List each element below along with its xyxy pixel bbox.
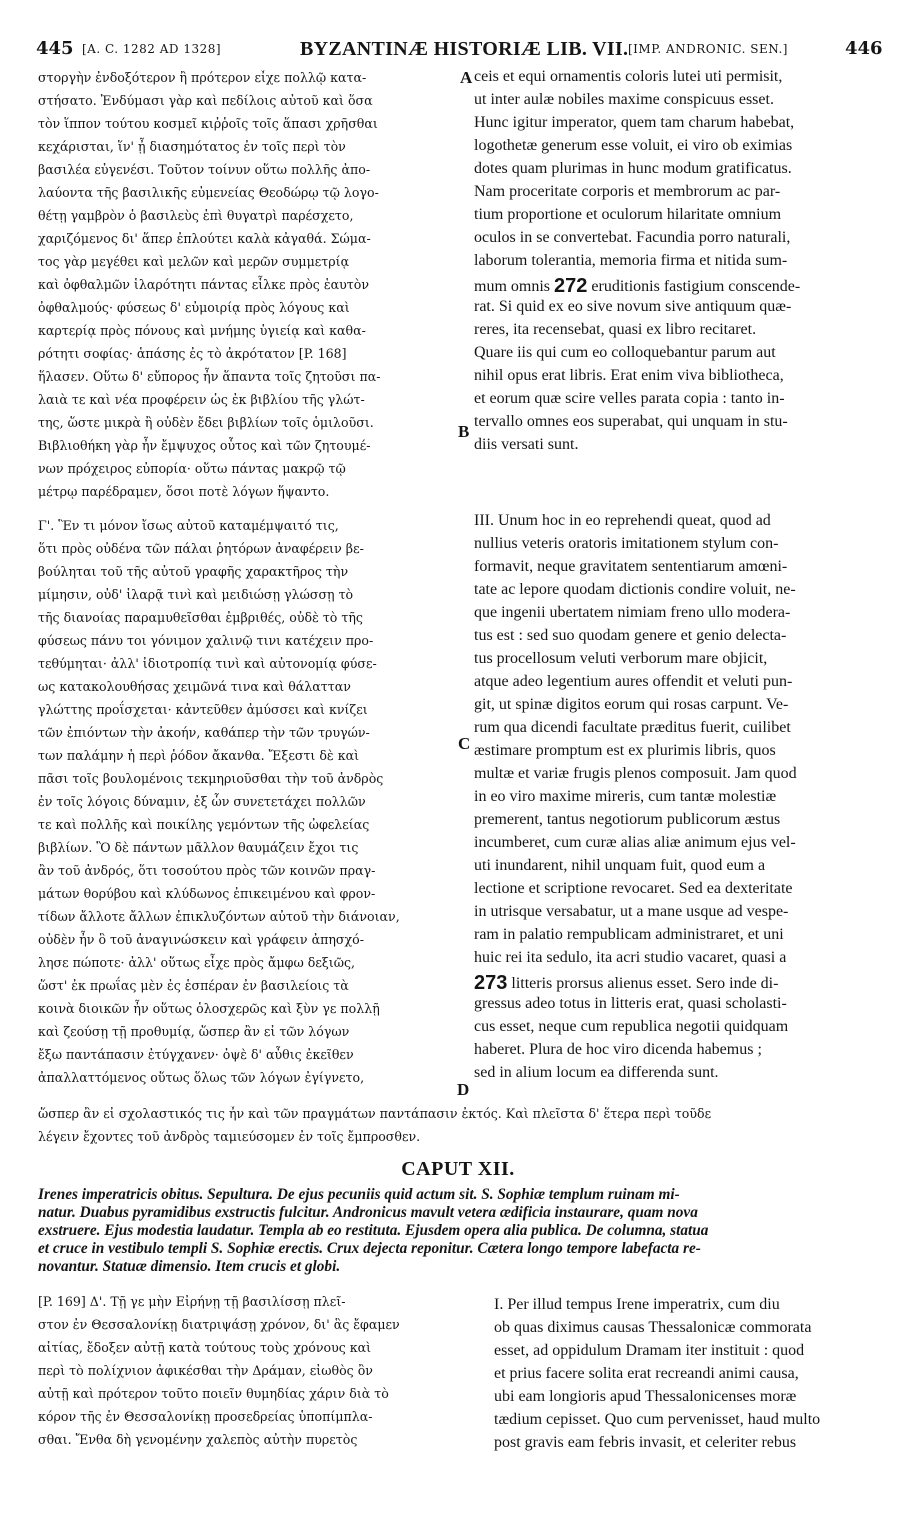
- margin-marker-c: C: [458, 734, 471, 753]
- greek-line: κόρον τῆς ἐν Θεσσαλονίκῃ προσεδρείας ὑποπίμπλα-: [38, 1409, 373, 1424]
- greek-column-bottom: [38, 1294, 458, 1464]
- greek-line: ἂν τοῦ ἀνδρός, ὅτι τοσούτου πρὸς τῶν κοινῶν πραγ-: [38, 863, 376, 878]
- greek-line: φύσεως πάνυ τοι γόνιμον χαλινῷ τινι κατέχειν προ-: [38, 633, 374, 648]
- greek-line: ὥσπερ ἂν εἰ σχολαστικός τις ἦν καὶ τῶν πραγμάτων παντάπασιν ἐκτός. Καὶ πλεῖστα δ' ἕτερα περὶ τοῦδε: [38, 1106, 712, 1121]
- margin-marker-d: D: [457, 1080, 470, 1099]
- greek-line: μέτρῳ παρέδραμεν, ὅσοι ποτὲ λόγων ἥψαντο.: [38, 484, 330, 499]
- latin-line: haberet. Plura de hoc viro dicenda habemus ;: [474, 1041, 762, 1058]
- chapter-heading: CAPUT XII.: [401, 1158, 515, 1180]
- latin-line: et eorum quæ scire velles parata copia : tanto in-: [474, 390, 785, 407]
- greek-line: θέτῃ γαμβρὸν ὁ βασιλεὺς ἐπὶ θυγατρὶ παρέσχετο,: [38, 208, 354, 223]
- greek-line: καὶ ζεούσῃ τῇ προθυμίᾳ, ὥσπερ ἂν εἰ τῶν λόγων: [38, 1024, 350, 1039]
- greek-line: στον ἐν Θεσσαλονίκῃ διατριψάσῃ χρόνον, δι' ἃς ἔφαμεν: [38, 1317, 400, 1332]
- greek-column-top: [38, 70, 458, 515]
- greek-line: σθαι. Ἔνθα δὴ γενομένην χαλεπὸς αὐτὴν πυρετὸς: [38, 1432, 358, 1447]
- latin-line: cus esset, neque cum republica negotii quidquam: [474, 1018, 789, 1035]
- greek-line: τῆς διανοίας παραμυθεῖσθαι ἐμβριθές, οὐδὲ τὸ τῆς: [38, 610, 363, 625]
- latin-line: git, ut spinæ digitos eorum qui rosas carpunt. Ve-: [474, 696, 789, 713]
- latin-line: incumberet, cum curæ alias aliæ animum ejus vel-: [474, 834, 796, 851]
- latin-line: oculos in se convertebat. Facundia porro naturali,: [474, 229, 791, 246]
- latin-line: rat. Si quid ex eo sive novum sive antiquum quæ-: [474, 298, 792, 315]
- latin-line: tate ac lepore quodam dictionis condire voluit, ne-: [474, 581, 796, 598]
- latin-line: huic rei ita sedulo, ita acri studio vacaret, quasi a: [474, 949, 787, 966]
- latin-line: nullius veteris oratoris imitationem stylum con-: [474, 535, 779, 552]
- latin-line: dotes quam plurimas in hunc modum gratificatus.: [474, 160, 792, 177]
- greek-line: αὐτῇ καὶ πρότερον τοῦτο ποιεῖν θυμηδίας χάριν διὰ τὸ: [38, 1386, 389, 1401]
- chapter-summary-line: Irenes imperatricis obitus. Sepultura. De ejus pecuniis quid actum sit. S. Sophiæ templum ruinam mi-: [38, 1186, 680, 1203]
- greek-line: μάτων θορύβου καὶ κλύδωνος ἐπικειμένου καὶ φρον-: [38, 886, 376, 901]
- greek-line: ἥλασεν. Οὕτω δ' εὔπορος ἦν ἅπαντα τοῖς ζητοῦσι πα-: [38, 369, 381, 384]
- greek-line: τίδων ἄλλοτε ἄλλων ἐπικλυζόντων αὐτοῦ τὴν διάνοιαν,: [38, 909, 400, 924]
- emperor-tag: [IMP. ANDRONIC. SEN.]: [628, 42, 788, 56]
- greek-line: ἐν τοῖς λόγοις δύναμιν, ἐξ ὧν συνετετάχει πολλῶν: [38, 794, 366, 809]
- margin-marker-a: A: [460, 68, 473, 87]
- greek-line: ρότητι σοφίας· ἁπάσης ἐς τὸ ἀκρότατον [P. 168]: [38, 346, 347, 361]
- latin-line: lectione et scriptione revocaret. Sed ea dexteritate: [474, 880, 793, 897]
- chapter-summary-line: novantur. Statuæ dimensio. Item crucis et globi.: [38, 1258, 341, 1275]
- greek-line: γλώττης προΐσχεται· κἀντεῦθεν ἀμύσσει καὶ κνίζει: [38, 702, 368, 717]
- latin-column-top: [474, 68, 886, 478]
- left-page-number: 445: [36, 38, 74, 59]
- latin-line: ubi eam longioris apud Thessalonicenses moræ: [494, 1388, 797, 1405]
- latin-line: laborum tolerantia, memoria firma et nitida sum-: [474, 252, 788, 269]
- latin-line: sed in alium locum ea differenda sunt.: [474, 1064, 719, 1081]
- latin-line: tium proportione et oculorum hilaritate omnium: [474, 206, 782, 223]
- greek-line: τὸν ἵππον τούτου κοσμεῖ κιῤῥοῖς τοῖς ἅπασι χρῆσθαι: [38, 116, 378, 131]
- section-number-marker: 273: [474, 972, 508, 994]
- latin-text: mum omnis: [474, 278, 551, 295]
- latin-line: ram in palatio rempublicam administraret, et uni: [474, 926, 784, 943]
- latin-line: post gravis eam febris invasit, et celeriter rebus: [494, 1434, 797, 1451]
- latin-line: in eo viro maxime mireris, cum tantæ molestiæ: [474, 788, 777, 805]
- latin-line: tus est : sed suo quodam genere et genio delecta-: [474, 627, 787, 644]
- greek-line: των παλάμην ἡ περὶ ῥόδον ἄκανθα. Ἔξεστι δὲ καὶ: [38, 748, 360, 763]
- right-page-number: 446: [845, 38, 883, 59]
- latin-line: esset, ad oppidulum Dramam iter instituit : quod: [494, 1342, 805, 1359]
- greek-line: της, ὥστε μικρὰ ἢ οὐδὲν ἔδει βιβλίων τοῖς ὁμιλοῦσι.: [38, 415, 374, 430]
- greek-line: λαιὰ τε καὶ νέα προφέρειν ὡς ἐκ βιβλίου τῆς γλώτ-: [38, 392, 365, 407]
- latin-line: reres, ita recensebat, quasi ex libro recitaret.: [474, 321, 757, 338]
- margin-marker-b: B: [458, 422, 470, 441]
- chapter-summary-line: exstruere. Ejus modestia laudatur. Templa ab eo restituta. Ejusdem opera alia publica. De columna, statua: [38, 1222, 709, 1239]
- latin-line: ut inter aulæ nobiles maxime conspicuus esset.: [474, 91, 774, 108]
- latin-line: atque adeo legentium aures offendit et veluti pun-: [474, 673, 793, 690]
- latin-line: diis versati sunt.: [474, 436, 579, 453]
- latin-line: III. Unum hoc in eo reprehendi queat, quod ad: [474, 512, 771, 529]
- latin-line: ceis et equi ornamentis coloris lutei uti permisit,: [474, 68, 783, 85]
- greek-line: βασιλέα εὐγενέσι. Τοῦτον τοίνυν οὕτω πολλῆς ἀπο-: [38, 162, 371, 177]
- greek-line: τος γὰρ μεγέθει καὶ μελῶν καὶ μερῶν συμμετρίᾳ: [38, 254, 350, 269]
- greek-full-width: [38, 1106, 898, 1154]
- latin-text: litteris prorsus alienus esset. Sero inde di-: [511, 975, 779, 992]
- latin-line: nihil opus erat libris. Erat enim viva bibliotheca,: [474, 367, 784, 384]
- greek-line: λέγειν ἔχοντες τοῦ ἀνδρὸς ταμιεύσομεν ἐν τοῖς ἔμπροσθεν.: [38, 1129, 421, 1144]
- greek-line: βιβλίων. Ὃ δὲ πάντων μᾶλλον θαυμάζειν ἔχοι τις: [38, 840, 359, 855]
- chapter-summary-line: natur. Duabus pyramidibus exstructis fulcitur. Andronicus mavult vetera ædificia instaurare, quam nova: [38, 1204, 698, 1221]
- greek-line: λαύοντα τῆς βασιλικῆς εὐμενείας Θεοδώρῳ τῷ λογο-: [38, 185, 379, 200]
- greek-line: πᾶσι τοῖς βουλομένοις τεκμηριοῦσθαι τὴν τοῦ ἀνδρὸς: [38, 771, 384, 786]
- latin-text: eruditionis fastigium conscende-: [591, 278, 801, 295]
- latin-line: formavit, neque gravitatem sententiarum amœni-: [474, 558, 788, 575]
- greek-line: Γ'. Ἓν τι μόνον ἴσως αὐτοῦ καταμέμψαιτό τις,: [38, 518, 339, 533]
- greek-line: στοργὴν ἐνδοξότερον ἢ πρότερον εἶχε πολλῷ κατα-: [38, 70, 367, 85]
- greek-line: μίμησιν, οὐδ' ἱλαρᾷ τινὶ καὶ μειδιώσῃ γλώσσῃ τὸ: [38, 587, 354, 602]
- greek-line: αἰτίας, ἔδοξεν αὐτῇ κατὰ τούτους τοὺς χρόνους καὶ: [38, 1340, 372, 1355]
- greek-line: λησε πώποτε· ἀλλ' οὕτως εἶχε πρὸς ἄμφω δεξιῶς,: [38, 955, 356, 970]
- greek-line: ὅτι πρὸς οὐδένα τῶν πάλαι ῥητόρων ἀναφέρειν βε-: [38, 541, 364, 556]
- greek-line: ἀπαλλαττόμενος οὕτως ὅλως τῶν λόγων ἐγίγνετο,: [38, 1070, 365, 1085]
- greek-line: ὀφθαλμούς· φύσεως δ' εὐμοιρίᾳ πρὸς λόγους καὶ: [38, 300, 350, 315]
- greek-line: κεχάρισται, ἵν' ᾖ διασημότατος ἐν τοῖς περὶ τὸν: [38, 139, 346, 154]
- latin-line: uti inundarent, nihil unquam fuit, quod eum a: [474, 857, 766, 874]
- latin-line: gressus adeo totus in litteris erat, quasi scholasti-: [474, 995, 787, 1012]
- greek-line: ὥστ' ἐκ πρωΐας μὲν ἐς ἑσπέραν ἐν βασιλείοις τὰ: [38, 978, 349, 993]
- latin-line: Quare iis qui cum eo colloquebantur parum aut: [474, 344, 776, 361]
- latin-line: multæ et variæ frugis plenos composuit. Jam quod: [474, 765, 797, 782]
- latin-line: [474, 275, 800, 298]
- latin-line: ob quas diximus causas Thessalonicæ commorata: [494, 1319, 812, 1336]
- greek-line: ἔξω παντάπασιν ἐτύγχανεν· ὀψὲ δ' αὖθις ἐκεῖθεν: [38, 1047, 354, 1062]
- latin-line: I. Per illud tempus Irene imperatrix, cum diu: [494, 1296, 780, 1313]
- latin-line: Hunc igitur imperator, quem tam charum habebat,: [474, 114, 795, 131]
- greek-line: χαριζόμενος δι' ἅπερ ἐπλούτει καλὰ κἀγαθά. Σώμα-: [38, 231, 371, 246]
- greek-line: τεθύμηται· ἀλλ' ἰδιοτροπίᾳ τινὶ καὶ αὐτονομίᾳ φύσε-: [38, 656, 377, 671]
- greek-line: κοινὰ διοικῶν ἦν οὕτως ὁλοσχερῶς καὶ ξὺν γε πολλῇ: [38, 1001, 380, 1016]
- latin-line: et prius facere solita erat recreandi animi causa,: [494, 1365, 799, 1382]
- greek-line: τῶν ἐπιόντων τὴν ἀκοήν, καθάπερ τὴν τῶν τρυγών-: [38, 725, 370, 740]
- greek-line: νων πρόχειρος εὐπορία· οὕτω πάντας μακρῷ τῷ: [38, 461, 346, 476]
- latin-column-middle: [474, 512, 886, 1102]
- greek-line: βούληται τοῦ τῆς αὐτοῦ γραφῆς χαρακτῆρος τὴν: [38, 564, 349, 579]
- greek-column-middle: [38, 518, 458, 1103]
- greek-line: τε καὶ πολλῆς καὶ ποικίλης γεμόντων τῆς ὠφελείας: [38, 817, 370, 832]
- latin-line: logothetæ generum esse voluit, ei viro ob eximias: [474, 137, 793, 154]
- section-number-marker: 272: [554, 275, 588, 297]
- chapter-summary-line: et cruce in vestibulo templi S. Sophiæ erectis. Crux dejecta reponitur. Cætera longo tempore labefacta re-: [38, 1240, 701, 1257]
- running-title: BYZANTINÆ HISTORIÆ LIB. VII.: [300, 38, 629, 60]
- greek-line: οὐδὲν ἦν ὃ τοῦ ἀναγινώσκειν καὶ γράφειν ἀπησχό-: [38, 932, 364, 947]
- greek-line: [P. 169] Δ'. Τῇ γε μὴν Εἰρήνῃ τῇ βασιλίσσῃ πλεῖ-: [38, 1294, 346, 1309]
- latin-column-bottom: [494, 1296, 886, 1466]
- latin-line: tus procellosum veluti verborum mare objicit,: [474, 650, 768, 667]
- greek-line: καρτερίᾳ πρὸς πόνους καὶ μνήμης ὑγιείᾳ καὶ καθα-: [38, 323, 366, 338]
- latin-line: in utrisque versabatur, ut a mane usque ad vespe-: [474, 903, 789, 920]
- latin-line: tervallo omnes eos superabat, qui unquam in stu-: [474, 413, 788, 430]
- running-header: [0, 38, 916, 68]
- greek-line: Βιβλιοθήκη γὰρ ἦν ἔμψυχος οὗτος καὶ τῶν ζητουμέ-: [38, 438, 371, 453]
- latin-line: premerent, tantus negotiorum publicorum æstus: [474, 811, 781, 828]
- left-date-range: [A. C. 1282 AD 1328]: [82, 42, 222, 56]
- latin-line: Nam proceritate corporis et membrorum ac par-: [474, 183, 781, 200]
- latin-line: æstimare promptum est ex plurimis libris, quos: [474, 742, 776, 759]
- greek-line: καὶ ὀφθαλμῶν ἱλαρότητι πάντας εἷλκε πρὸς ἑαυτὸν: [38, 277, 369, 292]
- latin-line: tædium cepisset. Quo cum pervenisset, haud multo: [494, 1411, 821, 1428]
- greek-line: στήσατο. Ἐνδύμασι γὰρ καὶ πεδίλοις αὐτοῦ καὶ ὅσα: [38, 93, 373, 108]
- greek-line: ως κατακολουθήσας χειμῶνά τινα καὶ θάλατταν: [38, 679, 351, 694]
- latin-line: rum qua dicendi facultate præditus fuerit, cuilibet: [474, 719, 791, 736]
- greek-line: περὶ τὸ πολίχνιον ἀφικέσθαι τὴν Δράμαν, εἰωθὸς ὂν: [38, 1363, 373, 1378]
- latin-line: [474, 972, 778, 995]
- latin-line: que ingenii ubertatem nimiam freno ullo modera-: [474, 604, 791, 621]
